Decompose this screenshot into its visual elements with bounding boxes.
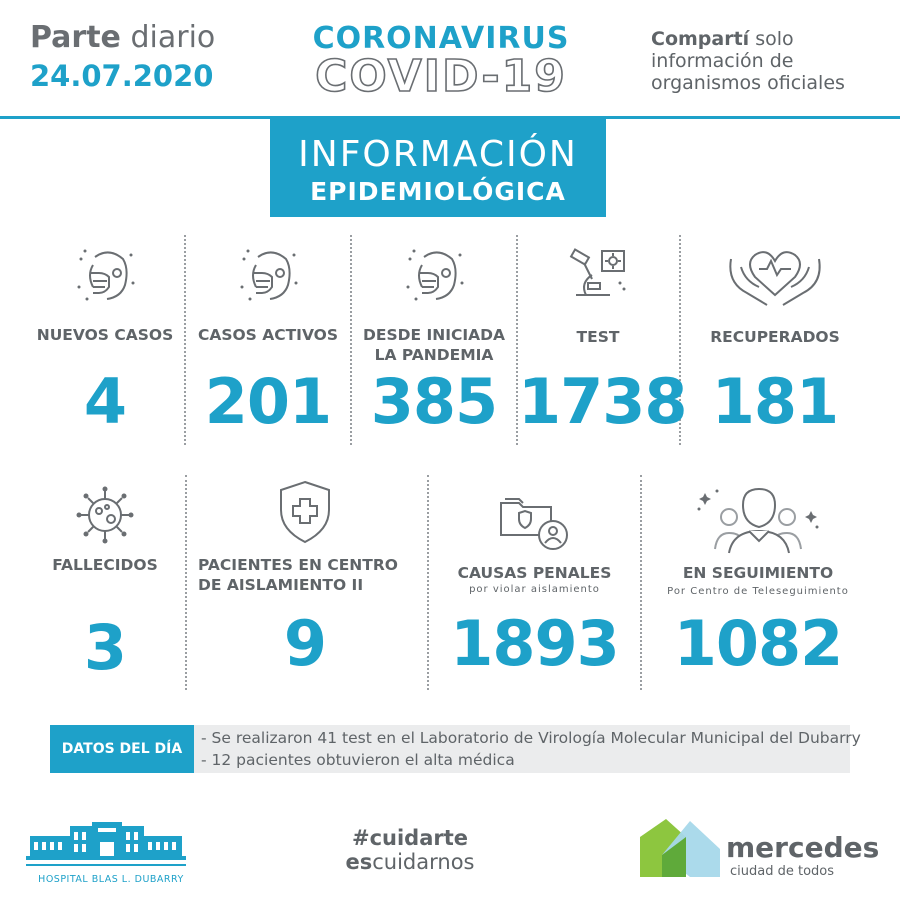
brand-name: mercedes [726, 831, 880, 864]
header-date: 24.07.2020 [30, 59, 214, 93]
stat-label: FALLECIDOS [52, 556, 158, 574]
stat-desde-iniciada [354, 235, 514, 445]
folder-user-icon [497, 491, 573, 553]
stat-label: TEST [576, 328, 620, 346]
divider [185, 475, 187, 690]
people-icon [693, 483, 823, 555]
title-coronavirus: CORONAVIRUS [312, 21, 570, 56]
stat-label: PACIENTES EN CENTRO DE AISLAMIENTO II [198, 556, 398, 594]
stat-value: 1738 [518, 365, 687, 438]
datos-lines [201, 727, 861, 771]
stat-label: EN SEGUIMIENTO [682, 564, 834, 582]
divider [640, 475, 642, 690]
title-covid: COVID-19 [315, 51, 567, 102]
virus-icon [73, 483, 137, 547]
heart-hands-icon [725, 239, 825, 309]
stat-recuperados [690, 235, 860, 445]
stat-value: 385 [370, 365, 498, 438]
stat-label: CASOS ACTIVOS [197, 326, 339, 344]
hashtag: #cuidarte escuidarnos [345, 826, 475, 874]
banner-line2: EPIDEMIOLÓGICA [310, 177, 566, 206]
masked-face-icon [402, 243, 466, 307]
stat-value: 1893 [450, 607, 619, 680]
stat-value: 3 [83, 611, 127, 684]
banner-line1: INFORMACIÓN [298, 134, 578, 175]
masked-face-icon [73, 243, 137, 307]
datos-line: - 12 pacientes obtuvieron el alta médica [201, 751, 515, 769]
stat-causas-penales [432, 475, 637, 690]
divider [350, 235, 352, 445]
stat-label: DESDE INICIADA LA PANDEMIA [363, 326, 505, 364]
stat-label: RECUPERADOS [710, 328, 840, 346]
share-notice: Compartí solo información de organismos oficiales [651, 28, 845, 94]
header-parte: Parte diario [30, 20, 216, 55]
stat-value: 1082 [673, 607, 843, 680]
mercedes-logo-mark [640, 815, 720, 877]
stat-label: CAUSAS PENALES [457, 564, 612, 582]
stat-test [518, 235, 687, 445]
section-banner [270, 117, 606, 217]
hospital-logo [26, 818, 186, 872]
stat-label: NUEVOS CASOS [36, 326, 174, 344]
stat-nuevos-casos [30, 235, 180, 445]
masked-face-icon [236, 243, 300, 307]
stat-subtitle: Por Centro de Teleseguimiento [667, 586, 849, 597]
stat-en-seguimiento [658, 475, 858, 690]
stat-subtitle: por violar aislamiento [469, 584, 600, 595]
datos-line: - Se realizaron 41 test en el Laboratorio de Virología Molecular Municipal del Dubarry [201, 729, 861, 747]
divider [184, 235, 186, 445]
brand-subtitle: ciudad de todos [730, 864, 835, 879]
shield-cross-icon [275, 479, 335, 545]
hospital-name: HOSPITAL BLAS L. DUBARRY [38, 874, 184, 885]
stat-value: 181 [711, 365, 839, 438]
stat-value: 9 [283, 607, 327, 680]
microscope-icon [566, 243, 630, 307]
stat-pacientes-aislamiento [190, 475, 420, 690]
datos-tag: DATOS DEL DÍA [50, 725, 194, 773]
stat-fallecidos [30, 475, 180, 690]
stat-value: 201 [204, 365, 332, 438]
stat-value: 4 [83, 365, 127, 438]
stat-casos-activos [188, 235, 348, 445]
